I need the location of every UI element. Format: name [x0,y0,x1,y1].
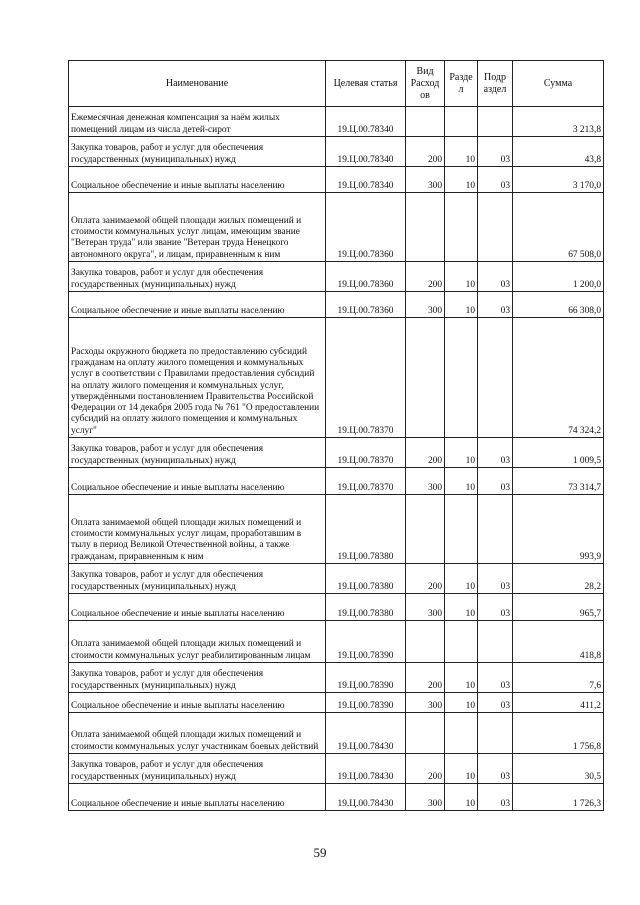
cell-razdel [445,107,478,137]
page-number: 59 [313,845,327,860]
cell-name: Оплата занимаемой общей площади жилых помещений и стоимости коммунальных услуг лицам, проработавшим в тылу в период Великой Отечественной войны, а также гражданам, приравненным к ним [69,495,326,564]
header-name: Наименование [69,61,326,107]
cell-podrazdel: 03 [478,564,513,594]
cell-code: 19.Ц.00.78380 [326,564,406,594]
budget-table [68,60,604,811]
cell-code: 19.Ц.00.78360 [326,292,406,318]
cell-razdel [445,621,478,663]
cell-code: 19.Ц.00.78390 [326,621,406,663]
cell-podrazdel [478,107,513,137]
cell-razdel: 10 [445,292,478,318]
table-row [69,693,604,713]
cell-razdel: 10 [445,784,478,811]
cell-podrazdel: 03 [478,663,513,693]
table-header [69,61,604,107]
cell-vid: 300 [406,693,445,713]
cell-razdel: 10 [445,693,478,713]
cell-razdel: 10 [445,137,478,167]
cell-summa: 66 308,0 [513,292,604,318]
cell-summa: 993,9 [513,495,604,564]
cell-razdel: 10 [445,594,478,621]
cell-podrazdel [478,713,513,754]
cell-summa: 28,2 [513,564,604,594]
table-row [69,167,604,193]
table-row [69,495,604,564]
cell-razdel: 10 [445,468,478,495]
cell-name: Ежемесячная денежная компенсация за наём жилых помещений лицам из числа детей-сирот [69,107,326,137]
cell-razdel: 10 [445,754,478,784]
cell-name: Оплата занимаемой общей площади жилых помещений и стоимости коммунальных услуг реабилитированным лицам [69,621,326,663]
cell-name: Социальное обеспечение и иные выплаты населению [69,784,326,811]
table-row [69,318,604,438]
cell-code: 19.Ц.00.78380 [326,495,406,564]
cell-name: Социальное обеспечение и иные выплаты населению [69,468,326,495]
header-podrazdel: Подр аздел [478,61,513,107]
cell-podrazdel [478,318,513,438]
cell-summa: 30,5 [513,754,604,784]
cell-summa: 73 314,7 [513,468,604,495]
cell-code: 19.Ц.00.78340 [326,107,406,137]
table-row [69,663,604,693]
cell-code: 19.Ц.00.78430 [326,784,406,811]
cell-name: Закупка товаров, работ и услуг для обеспечения государственных (муниципальных) нужд [69,663,326,693]
cell-razdel [445,193,478,262]
table-body [69,107,604,811]
cell-name: Социальное обеспечение и иные выплаты населению [69,594,326,621]
cell-code: 19.Ц.00.78390 [326,693,406,713]
cell-podrazdel: 03 [478,137,513,167]
cell-vid: 200 [406,137,445,167]
table-row [69,754,604,784]
cell-razdel: 10 [445,438,478,468]
cell-podrazdel: 03 [478,754,513,784]
table-row [69,438,604,468]
table-row [69,193,604,262]
cell-vid [406,713,445,754]
table-row [69,107,604,137]
cell-name: Закупка товаров, работ и услуг для обеспечения государственных (муниципальных) нужд [69,137,326,167]
cell-summa: 1 726,3 [513,784,604,811]
cell-summa: 74 324,2 [513,318,604,438]
cell-razdel: 10 [445,262,478,292]
cell-podrazdel: 03 [478,594,513,621]
cell-podrazdel: 03 [478,167,513,193]
table-row [69,621,604,663]
cell-code: 19.Ц.00.78360 [326,193,406,262]
header-razdel: Разде л [445,61,478,107]
cell-vid: 200 [406,262,445,292]
cell-vid: 200 [406,438,445,468]
cell-podrazdel [478,621,513,663]
cell-razdel: 10 [445,663,478,693]
table-row [69,594,604,621]
cell-summa: 1 756,8 [513,713,604,754]
cell-podrazdel: 03 [478,438,513,468]
cell-code: 19.Ц.00.78360 [326,262,406,292]
cell-podrazdel: 03 [478,468,513,495]
cell-vid: 300 [406,292,445,318]
cell-razdel [445,318,478,438]
cell-vid: 200 [406,564,445,594]
cell-summa: 418,8 [513,621,604,663]
cell-summa: 3 170,0 [513,167,604,193]
cell-name: Закупка товаров, работ и услуг для обеспечения государственных (муниципальных) нужд [69,438,326,468]
cell-vid [406,107,445,137]
cell-podrazdel [478,193,513,262]
cell-vid [406,495,445,564]
header-summa: Сумма [513,61,604,107]
cell-name: Закупка товаров, работ и услуг для обеспечения государственных (муниципальных) нужд [69,262,326,292]
cell-code: 19.Ц.00.78370 [326,318,406,438]
header-vid: Вид Расход ов [406,61,445,107]
cell-vid: 200 [406,754,445,784]
cell-name: Закупка товаров, работ и услуг для обеспечения государственных (муниципальных) нужд [69,754,326,784]
table-row [69,468,604,495]
cell-code: 19.Ц.00.78390 [326,663,406,693]
cell-vid [406,193,445,262]
table-row [69,713,604,754]
cell-code: 19.Ц.00.78380 [326,594,406,621]
cell-summa: 43,8 [513,137,604,167]
cell-code: 19.Ц.00.78430 [326,754,406,784]
cell-name: Социальное обеспечение и иные выплаты населению [69,693,326,713]
cell-code: 19.Ц.00.78430 [326,713,406,754]
cell-code: 19.Ц.00.78370 [326,438,406,468]
cell-code: 19.Ц.00.78340 [326,167,406,193]
cell-podrazdel [478,495,513,564]
cell-summa: 67 508,0 [513,193,604,262]
cell-summa: 1 009,5 [513,438,604,468]
cell-summa: 1 200,0 [513,262,604,292]
cell-razdel [445,713,478,754]
cell-summa: 7,6 [513,663,604,693]
cell-code: 19.Ц.00.78370 [326,468,406,495]
cell-vid: 300 [406,167,445,193]
cell-vid: 300 [406,468,445,495]
cell-podrazdel: 03 [478,693,513,713]
cell-razdel [445,495,478,564]
cell-name: Закупка товаров, работ и услуг для обеспечения государственных (муниципальных) нужд [69,564,326,594]
cell-vid: 300 [406,784,445,811]
cell-vid: 300 [406,594,445,621]
cell-name: Расходы окружного бюджета по предоставлению субсидий гражданам на оплату жилого помещения и коммунальных услуг в соответствии с Правилами предоставления субсидий на оплату жилого помещения и коммунальных услуг, утверждёнными постановлением Правительства Российской Федерации от 14 декабря 2005 года № 761 "О предоставлении субсидий на оплату жилого помещения и коммунальных услуг" [69,318,326,438]
table-row [69,292,604,318]
cell-name: Социальное обеспечение и иные выплаты населению [69,292,326,318]
cell-podrazdel: 03 [478,262,513,292]
cell-vid [406,621,445,663]
cell-summa: 3 213,8 [513,107,604,137]
table-row [69,564,604,594]
cell-name: Оплата занимаемой общей площади жилых помещений и стоимости коммунальных услуг лицам, имеющим звание "Ветеран труда" или звание "Ветеран труда Ненецкого автономного округа", и лицам, приравненным к ним [69,193,326,262]
cell-summa: 965,7 [513,594,604,621]
cell-name: Социальное обеспечение и иные выплаты населению [69,167,326,193]
header-row [69,61,604,107]
cell-code: 19.Ц.00.78340 [326,137,406,167]
table-row [69,262,604,292]
cell-vid [406,318,445,438]
cell-vid: 200 [406,663,445,693]
cell-razdel: 10 [445,564,478,594]
cell-name: Оплата занимаемой общей площади жилых помещений и стоимости коммунальных услуг участникам боевых действий [69,713,326,754]
table-row [69,784,604,811]
cell-podrazdel: 03 [478,784,513,811]
cell-podrazdel: 03 [478,292,513,318]
header-code: Целевая статья [326,61,406,107]
cell-razdel: 10 [445,167,478,193]
cell-summa: 411,2 [513,693,604,713]
table-row [69,137,604,167]
